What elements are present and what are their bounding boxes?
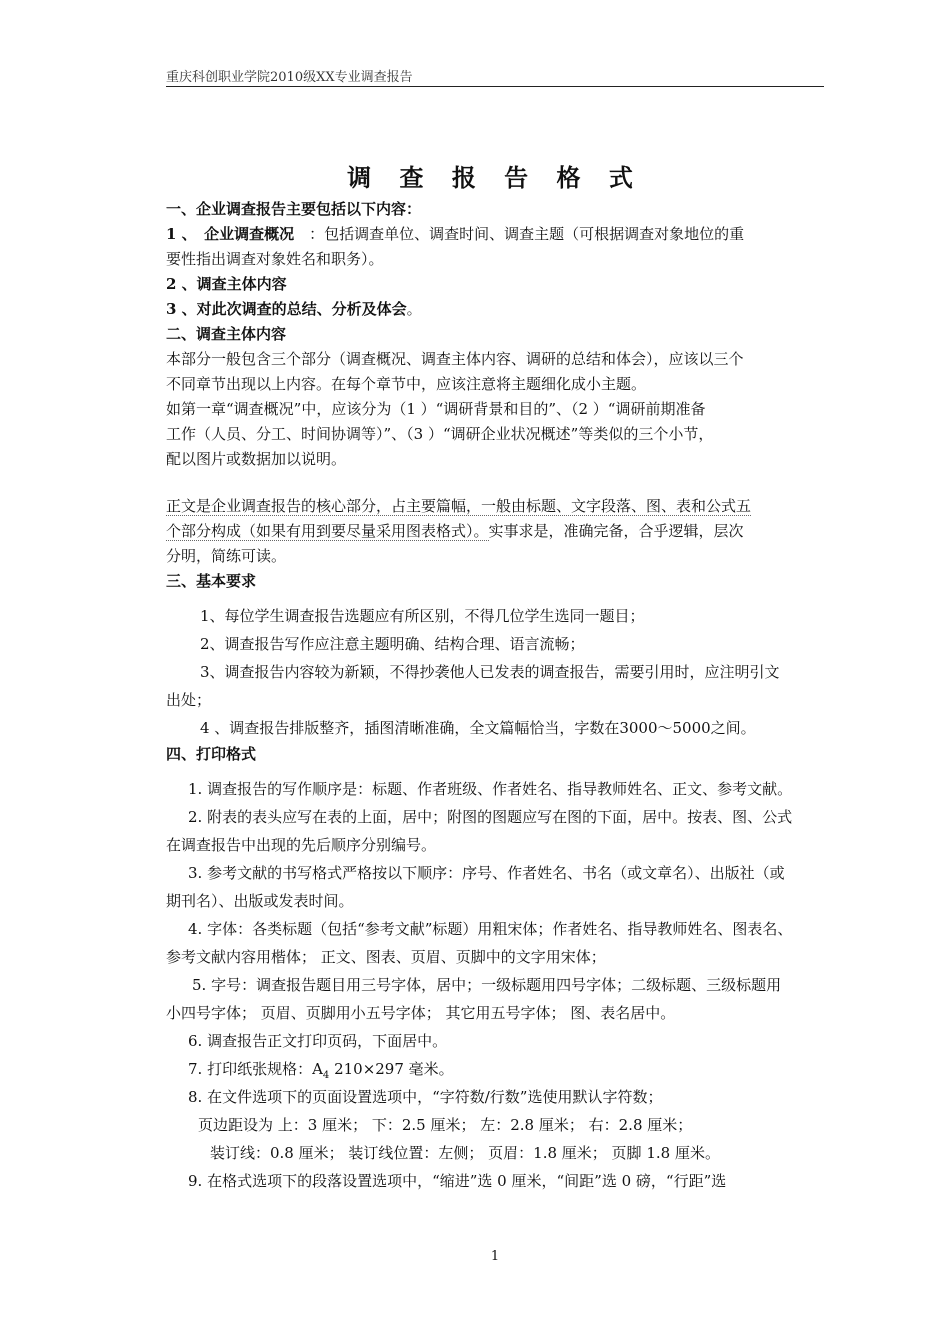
section2-p1-line2: 不同章节出现以上内容。在每个章节中，应该注意将主题细化成小主题。	[166, 375, 647, 393]
section2-p3-line2	[166, 519, 824, 544]
requirement-3-line1: 3、调查报告内容较为新颖，不得抄袭他人已发表的调查报告，需要引用时，应注明引文	[200, 663, 780, 681]
section-heading-4: 四、打印格式	[166, 745, 257, 763]
format-3-line1: 3. 参考文献的书写格式严格按以下顺序：序号、作者姓名、书名（或文章名）、出版社（或	[188, 864, 785, 882]
format-5-line1: 5. 字号：调查报告题目用三号字体，居中；一级标题用四号字体；二级标题、三级标题用	[192, 976, 782, 994]
format-5-line2: 小四号字体； 页眉、页脚用小五号字体； 其它用五号字体； 图、表名居中。	[166, 1004, 676, 1022]
section1-item2: 2 、调查主体内容	[166, 275, 287, 293]
section2-p2-line3: 配以图片或数据加以说明。	[166, 450, 347, 468]
section1-item1-text: ：包括调查单位、调查时间、调查主题（可根据调查对象地位的重	[309, 225, 745, 243]
section2-p3-underlined: 个部分构成（如果有用到要尽量采用图表格式）。	[166, 522, 489, 540]
section2-p3-rest: 实事求是，准确完备，合乎逻辑，层次	[488, 522, 744, 540]
format-2-line1: 2. 附表的表头应写在表的上面，居中；附图的图题应写在图的下面，居中。按表、图、公式	[188, 808, 793, 826]
section1-item1-line1	[166, 222, 824, 247]
format-8: 8. 在文件选项下的页面设置选项中，“字符数/行数”选使用默认字符数；	[188, 1088, 663, 1106]
section1-item3-text: 3 、对此次调查的总结、分析及体会	[166, 300, 407, 318]
small-gap	[166, 594, 824, 602]
format-7	[166, 1055, 824, 1083]
format-8-binding: 装订线：0.8 厘米； 装订线位置：左侧； 页眉：1.8 厘米； 页脚 1.8 厘米。	[210, 1144, 720, 1162]
page-number: 1	[490, 1249, 500, 1264]
header-rule	[166, 86, 824, 87]
format-7-size: 210×297 毫米。	[329, 1060, 454, 1078]
section2-p2-line2: 工作（人员、分工、时间协调等）”、（3 ）“调研企业状况概述”等类似的三个小节，	[166, 425, 714, 443]
format-4-line1: 4. 字体：各类标题（包括“参考文献”标题）用粗宋体；作者姓名、指导教师姓名、图表名、	[188, 920, 793, 938]
section-heading-2: 二、调查主体内容	[166, 325, 287, 343]
format-9: 9. 在格式选项下的段落设置选项中，“缩进”选 0 厘米，“间距”选 0 磅，“行距”选	[188, 1172, 727, 1190]
paragraph-gap	[166, 472, 824, 494]
requirement-1: 1、每位学生调查报告选题应有所区别，不得几位学生选同一题目；	[200, 607, 645, 625]
document-title: 调 查 报 告 格 式	[347, 163, 643, 192]
section-heading-3: 三、基本要求	[166, 572, 257, 590]
document-body	[166, 197, 824, 1195]
section2-p3-line1	[166, 494, 824, 519]
section1-item1-line2: 要性指出调查对象姓名和职务）。	[166, 250, 384, 268]
format-7-text: 7. 打印纸张规格：A	[188, 1060, 323, 1078]
format-6: 6. 调查报告正文打印页码，下面居中。	[188, 1032, 448, 1050]
format-7-subscript: 4	[322, 1070, 330, 1081]
section2-p2-line1: 如第一章“调查概况”中，应该分为（1 ）“调研背景和目的”、（2 ）“调研前期准备	[166, 400, 706, 418]
format-2-line2: 在调查报告中出现的先后顺序分别编号。	[166, 836, 437, 854]
section2-p3-line3: 分明，简练可读。	[166, 547, 287, 565]
section1-item3	[166, 297, 824, 322]
section-heading-1: 一、企业调查报告主要包括以下内容：	[166, 200, 422, 218]
requirement-4: 4 、调查报告排版整齐，插图清晰准确，全文篇幅恰当，字数在3000～5000之间。	[200, 719, 756, 737]
format-4-line2: 参考文献内容用楷体； 正文、图表、页眉、页脚中的文字用宋体；	[166, 948, 606, 966]
page-header: 重庆科创职业学院2010级XX专业调查报告	[166, 70, 413, 85]
section1-item3-tail: 。	[406, 300, 422, 318]
format-8-margins: 页边距设为 上：3 厘米； 下：2.5 厘米； 左：2.8 厘米； 右：2.8 厘米；	[198, 1116, 693, 1134]
section2-p3-line1-text: 正文是企业调查报告的核心部分，占主要篇幅，一般由标题、文字段落、图、表和公式五	[166, 497, 752, 515]
format-1: 1. 调查报告的写作顺序是：标题、作者班级、作者姓名、指导教师姓名、正文、参考文献。	[188, 780, 793, 798]
small-gap	[166, 767, 824, 775]
format-3-line2: 期刊名）、出版或发表时间。	[166, 892, 354, 910]
section1-item1-label: 1 、 企业调查概况	[166, 225, 310, 243]
requirement-3-line2: 出处；	[166, 691, 212, 709]
requirement-2: 2、调查报告写作应注意主题明确、结构合理、语言流畅；	[200, 635, 585, 653]
section2-p1-line1: 本部分一般包含三个部分（调查概况、调查主体内容、调研的总结和体会），应该以三个	[166, 350, 744, 368]
